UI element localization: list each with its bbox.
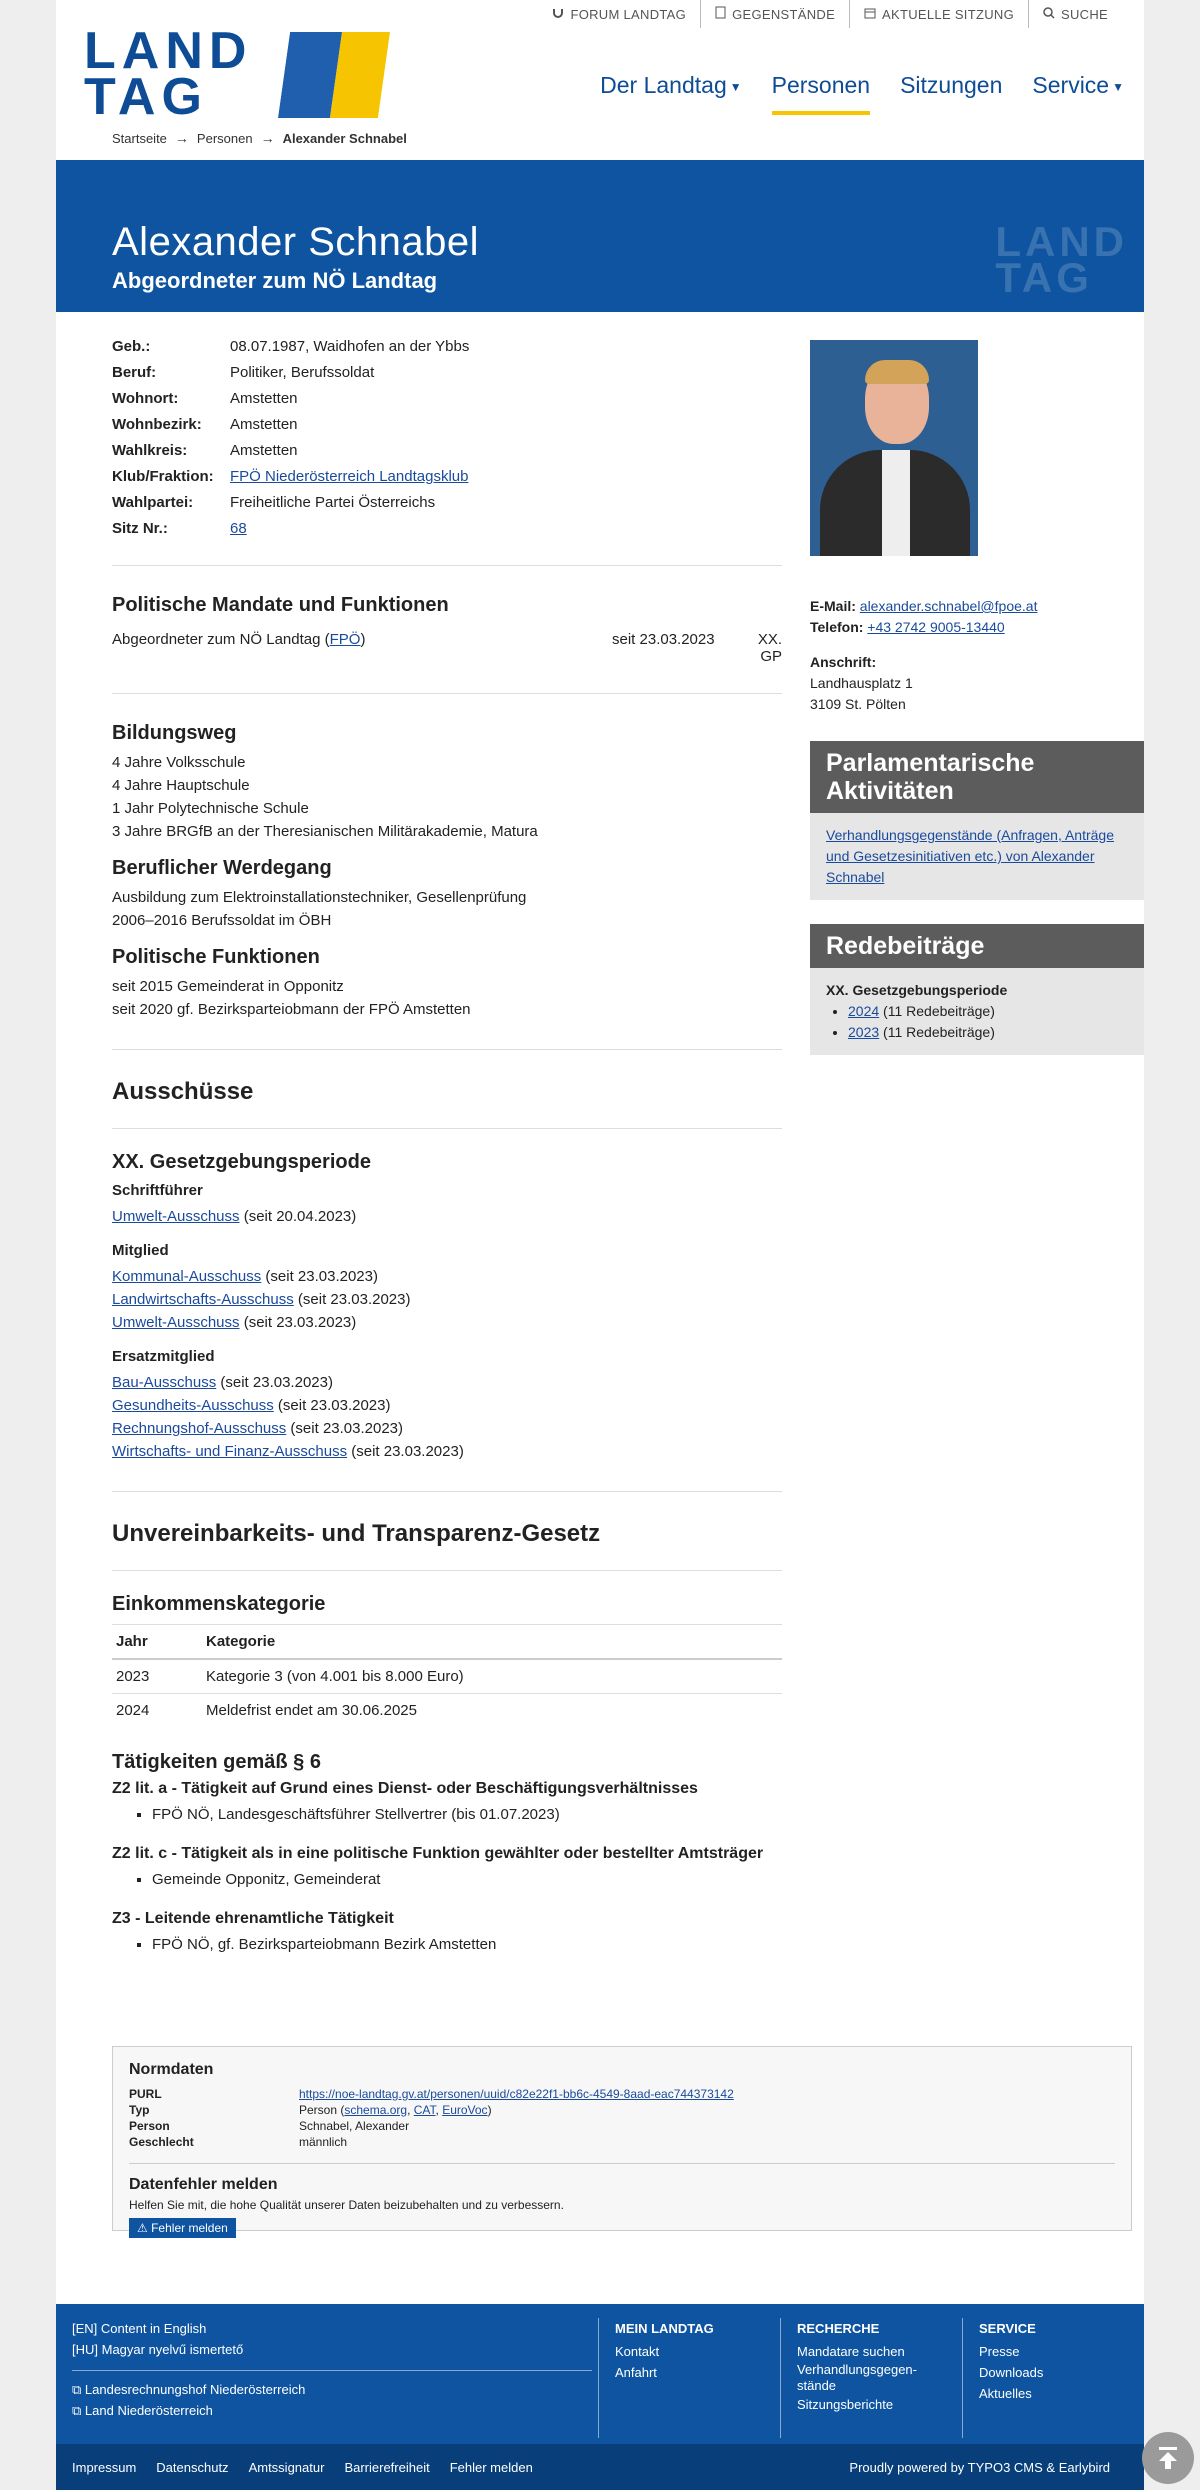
sitzung-label: AKTUELLE SITZUNG bbox=[882, 6, 1014, 22]
search-label: SUCHE bbox=[1060, 6, 1108, 22]
sidebar bbox=[810, 340, 1144, 1055]
committee-item bbox=[112, 1265, 782, 1288]
breadcrumb-personen[interactable]: Personen bbox=[196, 130, 253, 146]
page bbox=[56, 0, 1144, 2490]
footer-link[interactable]: Kontakt bbox=[615, 2344, 660, 2359]
footer-link[interactable]: Downloads bbox=[979, 2365, 1044, 2380]
phone-link[interactable]: +43 2742 9005-13440 bbox=[867, 619, 1005, 635]
bildung-item: 4 Jahre Hauptschule bbox=[112, 777, 250, 794]
mandate-text-end: ) bbox=[360, 631, 366, 648]
nav-sitzungen-label: Sitzungen bbox=[900, 72, 1003, 98]
footer-link[interactable]: Mandatare suchen bbox=[797, 2344, 905, 2359]
committee-item bbox=[112, 1440, 782, 1463]
list-item bbox=[848, 1022, 1128, 1043]
committee-date: (seit 23.03.2023) bbox=[286, 1420, 404, 1437]
committee-item bbox=[112, 1288, 782, 1311]
list-item: ▪ Gemeinde Opponitz, Gemeinderat bbox=[152, 1871, 782, 1888]
eurovoc-link[interactable]: EuroVoc bbox=[442, 2103, 488, 2117]
datenschutz-link[interactable]: Datenschutz bbox=[156, 2459, 229, 2475]
beruf-item: 2006–2016 Berufssoldat im ÖBH bbox=[112, 912, 332, 929]
beruf-heading: Beruflicher Werdegang bbox=[112, 857, 332, 879]
fact-value: Amstetten bbox=[230, 416, 298, 433]
person-photo bbox=[810, 340, 978, 556]
mandate-section bbox=[112, 594, 782, 665]
fehler-melden-link[interactable]: Fehler melden bbox=[449, 2459, 533, 2475]
beruf-item: Ausbildung zum Elektroinstallationstechniker, Gesellenprüfung bbox=[112, 889, 527, 906]
breadcrumb-current: Alexander Schnabel bbox=[282, 130, 407, 146]
schriftfuehrer-list bbox=[112, 1205, 782, 1228]
committee-link[interactable]: Bau-Ausschuss bbox=[112, 1374, 217, 1391]
polfunk-item: seit 2020 gf. Bezirksparteiobmann der FPÖ Amstetten bbox=[112, 1001, 471, 1018]
col-jahr: Jahr bbox=[112, 1625, 202, 1660]
rede-period: XX. Gesetzgebungsperiode bbox=[826, 982, 1008, 998]
period-heading: XX. Gesetzgebungsperiode bbox=[112, 1151, 371, 1173]
ausschuesse-heading: Ausschüsse bbox=[112, 1078, 254, 1105]
gegenstaende-link[interactable] bbox=[700, 0, 849, 28]
report-error-label: Fehler melden bbox=[151, 2221, 228, 2235]
hero-watermark bbox=[995, 218, 1128, 301]
nav-personen-label: Personen bbox=[771, 72, 871, 98]
hero-banner bbox=[56, 160, 1144, 312]
committee-link[interactable]: Kommunal-Ausschuss bbox=[112, 1268, 262, 1285]
normdaten-heading: Normdaten bbox=[129, 2061, 214, 2078]
landtag-logo[interactable] bbox=[84, 22, 384, 126]
impressum-link[interactable]: Impressum bbox=[72, 2459, 137, 2475]
nav-landtag-label: Der Landtag bbox=[600, 72, 727, 98]
arrow-up-icon bbox=[1156, 2445, 1180, 2471]
typ-text-end: ) bbox=[487, 2103, 492, 2117]
mandate-gp: XX. GP bbox=[757, 631, 782, 665]
footer-col-recherche bbox=[780, 2318, 962, 2438]
search-link[interactable] bbox=[1028, 0, 1122, 28]
nav-service-label: Service bbox=[1032, 72, 1110, 98]
committee-item bbox=[112, 1394, 782, 1417]
lrh-label: Landesrechnungshof Niederösterreich bbox=[84, 2382, 306, 2397]
cell-jahr: 2023 bbox=[112, 1659, 202, 1694]
calendar-icon bbox=[864, 7, 882, 22]
arrow-right-icon: → bbox=[260, 130, 275, 146]
fact-label: Wahlpartei: bbox=[112, 494, 194, 511]
committee-link[interactable]: Umwelt-Ausschuss bbox=[112, 1314, 240, 1331]
logo-flag-icon bbox=[278, 32, 390, 118]
phone-label: Telefon: bbox=[810, 619, 864, 635]
fact-label: Klub/Fraktion: bbox=[112, 468, 214, 485]
mitglied-label: Mitglied bbox=[112, 1242, 169, 1259]
geschlecht-label: Geschlecht bbox=[129, 2135, 194, 2149]
schriftfuehrer-label: Schriftführer bbox=[112, 1182, 203, 1199]
caret-down-icon: ▼ bbox=[729, 79, 742, 94]
utg-section bbox=[112, 1520, 782, 1953]
list-item bbox=[848, 1001, 1128, 1022]
table-row bbox=[112, 1659, 782, 1694]
email-label: E-Mail: bbox=[810, 598, 856, 614]
footer-link[interactable]: Aktuelles bbox=[979, 2386, 1032, 2401]
footer-link[interactable]: Presse bbox=[979, 2344, 1020, 2359]
amtssignatur-link[interactable]: Amtssignatur bbox=[248, 2459, 325, 2475]
forum-icon bbox=[552, 7, 570, 22]
typ-label: Typ bbox=[129, 2103, 150, 2117]
person-value: Schnabel, Alexander bbox=[299, 2119, 410, 2133]
rede-year-link[interactable]: 2023 bbox=[848, 1024, 880, 1040]
bildung-section bbox=[112, 722, 782, 1021]
search-icon bbox=[1043, 7, 1061, 22]
committee-date: (seit 23.03.2023) bbox=[261, 1268, 378, 1285]
forum-link[interactable] bbox=[538, 0, 700, 28]
contact-block bbox=[810, 596, 1144, 715]
cell-kategorie: Kategorie 3 (von 4.001 bis 8.000 Euro) bbox=[202, 1659, 782, 1694]
mandate-heading: Politische Mandate und Funktionen bbox=[112, 594, 449, 616]
parl-link[interactable]: Verhandlungsgegenstände (Anfragen, Anträge und Gesetzesinitiativen etc.) von Alexander Schnabel bbox=[826, 827, 1115, 885]
external-link-icon: ⧉ bbox=[72, 2382, 85, 2397]
committee-date: (seit 20.04.2023) bbox=[239, 1208, 357, 1225]
main-content bbox=[112, 338, 782, 1953]
footer-hu-link[interactable]: [HU] Magyar nyelvű ismertető bbox=[72, 2342, 244, 2357]
document-icon bbox=[715, 6, 732, 22]
nav-service[interactable] bbox=[1032, 72, 1124, 107]
cell-jahr: 2024 bbox=[116, 1702, 150, 1719]
committee-date: (seit 23.03.2023) bbox=[239, 1314, 357, 1331]
top-utility-bar bbox=[538, 0, 1122, 28]
footer-en-link[interactable]: [EN] Content in English bbox=[72, 2321, 207, 2336]
schema-link[interactable]: schema.org bbox=[344, 2103, 408, 2117]
sitzung-link[interactable] bbox=[849, 0, 1028, 28]
breadcrumb bbox=[112, 130, 407, 146]
committee-link[interactable]: Umwelt-Ausschuss bbox=[112, 1208, 240, 1225]
logo-line2: TAG bbox=[84, 68, 208, 126]
watermark-line1: LAND bbox=[995, 218, 1128, 265]
bildung-heading: Bildungsweg bbox=[112, 722, 237, 744]
fehler-heading: Datenfehler melden bbox=[129, 2176, 278, 2193]
fact-value: 08.07.1987, Waidhofen an der Ybbs bbox=[230, 338, 470, 355]
email-link[interactable]: alexander.schnabel@fpoe.at bbox=[859, 598, 1038, 614]
taetigkeit-heading: Z3 - Leitende ehrenamtliche Tätigkeit bbox=[112, 1910, 394, 1927]
cat-link[interactable]: CAT bbox=[413, 2103, 436, 2117]
taetigkeiten bbox=[112, 1751, 782, 1953]
taetigkeiten-heading: Tätigkeiten gemäß § 6 bbox=[112, 1751, 321, 1773]
powered-by: Proudly powered by TYPO3 CMS & Earlybird bbox=[849, 2459, 1110, 2475]
page-subtitle: Abgeordneter zum NÖ Landtag bbox=[112, 268, 438, 293]
page-title: Alexander Schnabel bbox=[112, 220, 480, 264]
typ-text: Person ( bbox=[299, 2103, 345, 2117]
committee-link[interactable]: Rechnungshof-Ausschuss bbox=[112, 1420, 287, 1437]
purl-link[interactable]: https://noe-landtag.gv.at/personen/uuid/c82e22f1-bb6c-4549-8aad-eac744373142 bbox=[299, 2087, 734, 2101]
ersatz-list bbox=[112, 1371, 782, 1463]
fact-label: Wohnbezirk: bbox=[112, 416, 202, 433]
nav-sitzungen[interactable] bbox=[900, 72, 1002, 107]
mandate-text: Abgeordneter zum NÖ Landtag ( bbox=[112, 631, 330, 648]
fact-label: Sitz Nr.: bbox=[112, 520, 168, 537]
mitglied-list bbox=[112, 1265, 782, 1334]
mandate-row bbox=[112, 631, 782, 665]
footer-col-service bbox=[962, 2318, 1132, 2438]
utg-heading: Unvereinbarkeits- und Transparenz-Gesetz bbox=[112, 1520, 601, 1547]
rede-count: (11 Redebeiträge) bbox=[879, 1024, 995, 1040]
fact-value: Amstetten bbox=[230, 442, 298, 459]
mandate-since: seit 23.03.2023 bbox=[612, 631, 715, 648]
address-label: Anschrift: bbox=[810, 654, 877, 670]
parl-box bbox=[810, 741, 1144, 900]
ausschuesse-section bbox=[112, 1078, 782, 1463]
watermark-line2: TAG bbox=[995, 254, 1093, 301]
footer-col-mein-landtag bbox=[598, 2318, 780, 2438]
rede-heading: Redebeiträge bbox=[810, 924, 1144, 968]
report-error-button[interactable] bbox=[129, 2218, 236, 2238]
bildung-item: 3 Jahre BRGfB an der Theresianischen Militärakademie, Matura bbox=[112, 823, 538, 840]
taetigkeit-heading: Z2 lit. a - Tätigkeit auf Grund eines Dienst- oder Beschäftigungsverhältnisses bbox=[112, 1780, 698, 1797]
footer-lnoe-link[interactable] bbox=[72, 2400, 592, 2421]
nav-personen[interactable] bbox=[772, 72, 870, 107]
committee-link[interactable]: Gesundheits-Ausschuss bbox=[112, 1397, 274, 1414]
fact-label: Geb.: bbox=[112, 338, 151, 355]
warning-icon: ⚠ bbox=[137, 2221, 152, 2235]
external-link-icon: ⧉ bbox=[72, 2403, 85, 2418]
logo-line1: LAND bbox=[84, 22, 253, 80]
breadcrumb-home[interactable]: Startseite bbox=[112, 130, 167, 146]
footer bbox=[56, 2304, 1144, 2444]
fact-link[interactable]: 68 bbox=[230, 520, 247, 537]
normdaten-box: Normdaten PURL https://noe-landtag.gv.at/personen/uuid/c82e22f1-bb6c-4549-8aad-eac744373142 Typ Person (schema.org, CAT, EuroVoc) Person Schnabel, Alexander Geschlecht männlich Datenfehler melden Helfen Sie mit, die hohe Qualität unserer Daten beizubehalten und zu verbessern. ⚠ Fehler melden bbox=[112, 2046, 1132, 2231]
polfunk-item: seit 2015 Gemeinderat in Opponitz bbox=[112, 978, 344, 995]
rede-count: (11 Redebeiträge) bbox=[879, 1003, 995, 1019]
address-line: Landhausplatz 1 bbox=[810, 675, 913, 691]
bildung-item: 1 Jahr Polytechnische Schule bbox=[112, 800, 309, 817]
einkommen-heading: Einkommenskategorie bbox=[112, 1593, 326, 1615]
footer-col-title: MEIN LANDTAG bbox=[615, 2321, 714, 2336]
taetigkeit-heading: Z2 lit. c - Tätigkeit als in eine politische Funktion gewählter oder bestellter Amtsträger bbox=[112, 1845, 764, 1862]
einkommen-table bbox=[112, 1624, 782, 1727]
cell-kategorie: Meldefrist endet am 30.06.2025 bbox=[206, 1702, 417, 1719]
committee-link[interactable]: Wirtschafts- und Finanz-Ausschuss bbox=[112, 1443, 348, 1460]
ersatz-label: Ersatzmitglied bbox=[112, 1348, 215, 1365]
caret-down-icon: ▼ bbox=[1112, 79, 1124, 94]
gegenstaende-label: GEGENSTÄNDE bbox=[732, 6, 836, 22]
footer-link[interactable]: Verhandlungsgegen-stände bbox=[797, 2362, 917, 2393]
address-line: 3109 St. Pölten bbox=[810, 696, 906, 712]
list-item: ▪ FPÖ NÖ, Landesgeschäftsführer Stellvertrer (bis 01.07.2023) bbox=[152, 1806, 782, 1823]
fact-label: Wohnort: bbox=[112, 390, 179, 407]
bottom-bar bbox=[56, 2444, 1144, 2490]
parl-heading: Parlamentarische Aktivitäten bbox=[810, 741, 1144, 813]
fehler-text: Helfen Sie mit, die hohe Qualität unserer Daten beizubehalten und zu verbessern. bbox=[129, 2198, 564, 2212]
committee-item bbox=[112, 1417, 782, 1440]
person-facts bbox=[112, 338, 782, 537]
footer-link[interactable]: Anfahrt bbox=[615, 2365, 657, 2380]
committee-date: (seit 23.03.2023) bbox=[293, 1291, 411, 1308]
rede-year-link[interactable]: 2024 bbox=[848, 1003, 880, 1019]
table-row bbox=[112, 1694, 782, 1728]
footer-link[interactable]: Sitzungsberichte bbox=[797, 2397, 894, 2412]
person-label: Person bbox=[129, 2119, 170, 2133]
col-kategorie: Kategorie bbox=[202, 1625, 782, 1660]
fact-value: Freiheitliche Partei Österreichs bbox=[230, 494, 436, 511]
committee-item bbox=[112, 1371, 782, 1394]
footer-col-title: RECHERCHE bbox=[797, 2321, 880, 2336]
main-nav bbox=[570, 72, 1124, 107]
lnoe-label: Land Niederösterreich bbox=[84, 2403, 213, 2418]
scroll-to-top-button[interactable] bbox=[1142, 2432, 1194, 2484]
committee-item bbox=[112, 1311, 782, 1334]
barrierefreiheit-link[interactable]: Barrierefreiheit bbox=[344, 2459, 430, 2475]
arrow-right-icon: → bbox=[174, 130, 189, 146]
committee-date: (seit 23.03.2023) bbox=[273, 1397, 391, 1414]
fact-label: Wahlkreis: bbox=[112, 442, 188, 459]
geschlecht-value: männlich bbox=[299, 2135, 348, 2149]
footer-lrh-link[interactable] bbox=[72, 2379, 592, 2400]
bildung-item: 4 Jahre Volksschule bbox=[112, 754, 246, 771]
rede-box bbox=[810, 924, 1144, 1055]
party-link[interactable]: FPÖ bbox=[329, 631, 361, 648]
fact-value: Politiker, Berufssoldat bbox=[230, 364, 375, 381]
committee-link[interactable]: Landwirtschafts-Ausschuss bbox=[112, 1291, 294, 1308]
nav-der-landtag[interactable] bbox=[600, 72, 741, 107]
logo-text bbox=[84, 22, 253, 126]
list-item: ▪ FPÖ NÖ, gf. Bezirksparteiobmann Bezirk Amstetten bbox=[152, 1936, 782, 1953]
polfunk-heading: Politische Funktionen bbox=[112, 946, 320, 968]
fact-value: Amstetten bbox=[230, 390, 298, 407]
committee-date: (seit 23.03.2023) bbox=[347, 1443, 464, 1460]
forum-label: FORUM LANDTAG bbox=[570, 6, 687, 22]
footer-col-title: SERVICE bbox=[979, 2321, 1036, 2336]
committee-item bbox=[112, 1205, 782, 1228]
fact-label: Beruf: bbox=[112, 364, 157, 381]
purl-label: PURL bbox=[129, 2087, 162, 2101]
fact-link[interactable]: FPÖ Niederösterreich Landtagsklub bbox=[230, 468, 469, 485]
committee-date: (seit 23.03.2023) bbox=[216, 1374, 333, 1391]
